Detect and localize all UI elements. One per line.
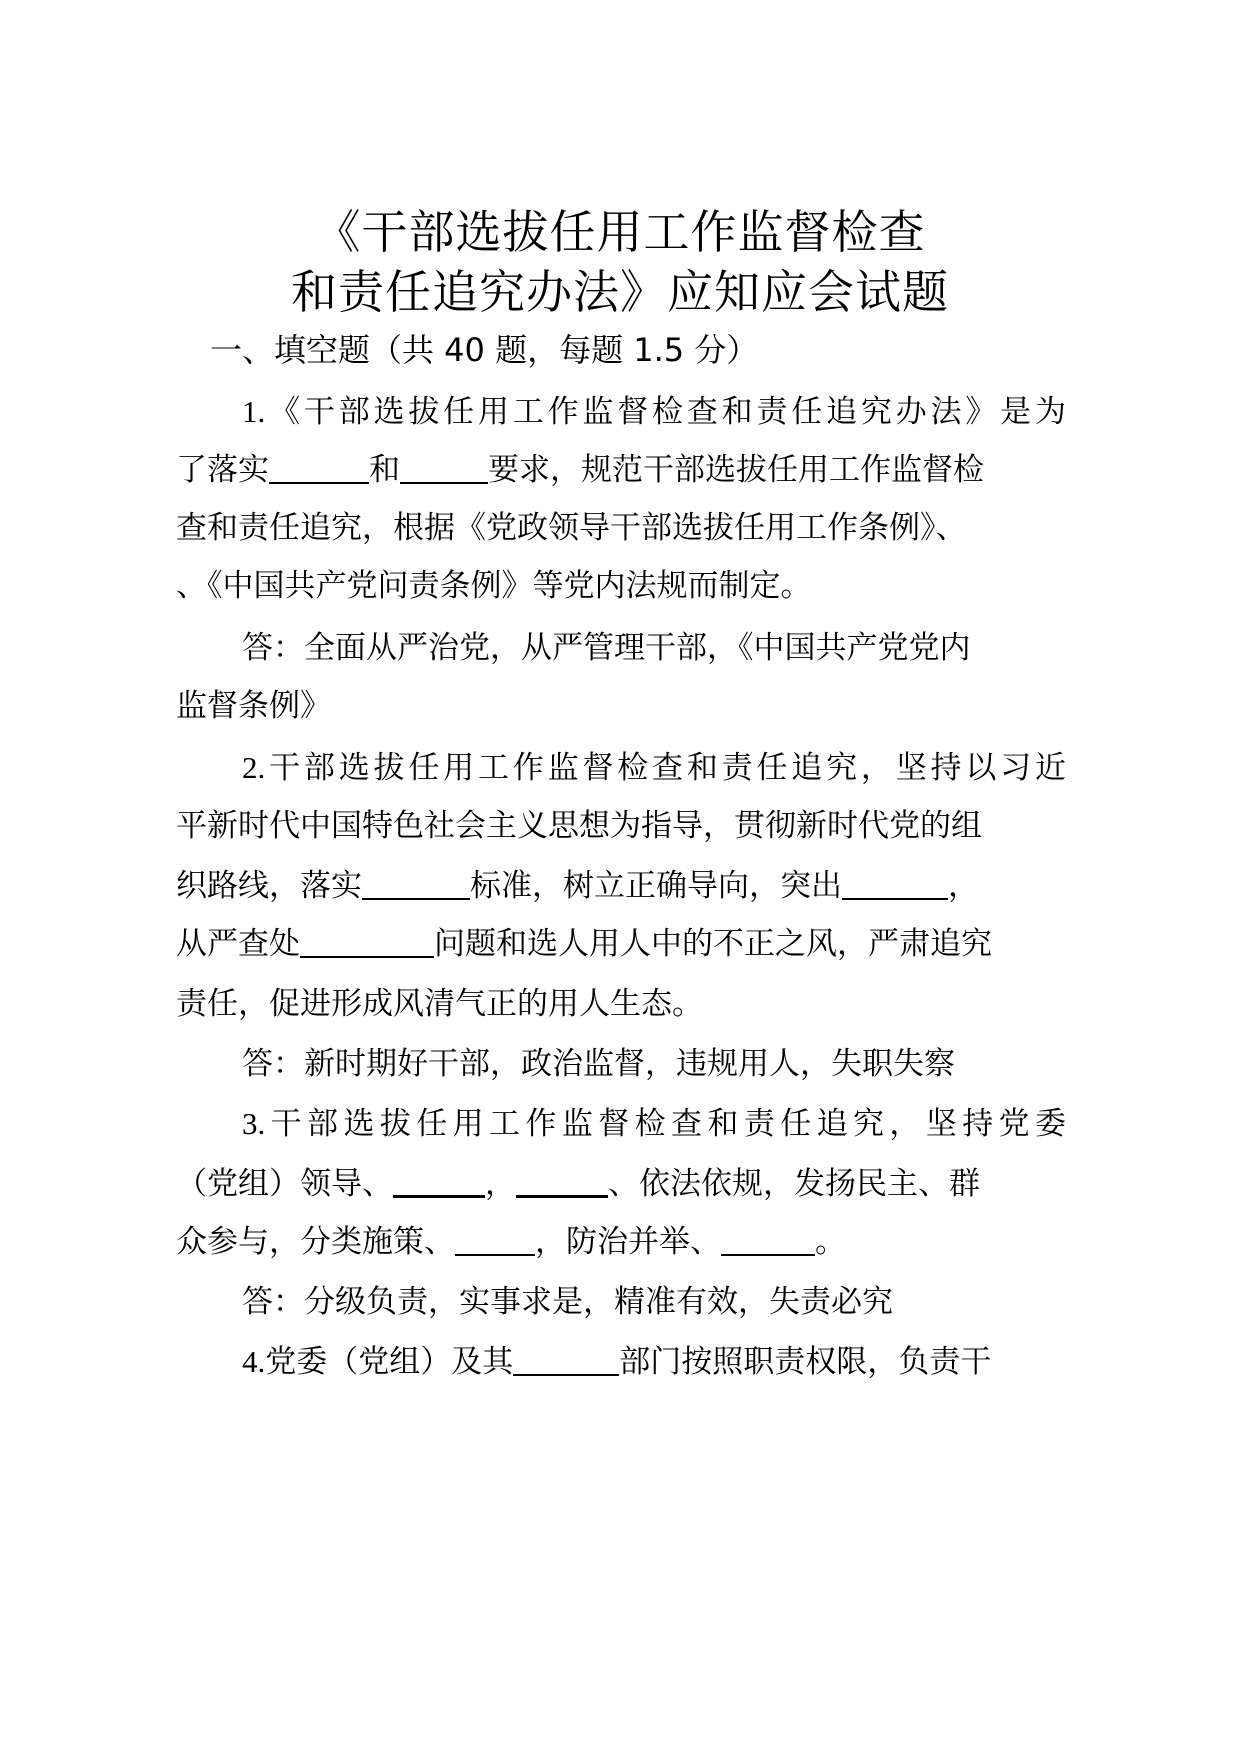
fill-blank [362, 868, 470, 900]
document-title-line-1: 《干部选拔任用工作监督检查 [314, 205, 926, 259]
q2-answer: 答：新时期好干部，政治监督，违规用人，失职失察 [242, 1046, 955, 1082]
q3-line-2: （党组）领导、 ， 、依法依规，发扬民主、群 [176, 1166, 980, 1202]
q2-line-1: 2.干部选拔任用工作监督检查和责任追究，坚持以习近 [242, 750, 1066, 786]
fill-blank [393, 1165, 485, 1198]
fill-blank [513, 1344, 619, 1376]
q2-line-2: 平新时代中国特色社会主义思想为指导，贯彻新时代党的组 [176, 808, 982, 844]
q1-number: 1. [242, 394, 266, 429]
q1-line-4: 、《中国共产党问责条例》等党内法规而制定。 [176, 568, 812, 604]
fill-blank [721, 1224, 815, 1256]
fill-blank [842, 868, 948, 900]
fill-blank [516, 1165, 608, 1198]
fill-blank [300, 926, 434, 958]
q2-line-5: 责任，促进形成风清气正的用人生态。 [176, 986, 703, 1022]
q3-number: 3. [242, 1106, 266, 1141]
section-heading: 一、填空题（共 40 题，每题 1.5 分） [210, 331, 759, 369]
q1-answer-line-2: 监督条例》 [176, 688, 331, 724]
q1-line-2: 了落实 和 要求，规范干部选拔任用工作监督检 [176, 452, 984, 488]
q3-line-1: 3.干部选拔任用工作监督检查和责任追究，坚持党委 [242, 1106, 1066, 1142]
q4-number: 4. [242, 1344, 266, 1379]
q1-line-3: 查和责任追究，根据《党政领导干部选拔任用工作条例》、 [176, 510, 967, 546]
fill-blank [455, 1224, 535, 1256]
q3-answer: 答：分级负责，实事求是，精准有效，失责必究 [242, 1284, 893, 1320]
q2-line-3: 织路线，落实 标准，树立正确导向，突出 ， [176, 868, 979, 904]
q4-line-1: 4.党委（党组）及其 部门按照职责权限，负责干 [242, 1344, 992, 1380]
document-title-line-2: 和责任追究办法》应知应会试题 [291, 265, 949, 319]
q1-answer-line-1: 答：全面从严治党，从严管理干部，《中国共产党党内 [242, 630, 971, 666]
q1-line-1: 1.《干部选拔任用工作监督检查和责任追究办法》是为 [242, 394, 1066, 430]
q2-number: 2. [242, 750, 266, 785]
q3-line-3: 众参与，分类施策、 ，防治并举、 。 [176, 1224, 846, 1260]
q2-line-4: 从严查处 问题和选人用人中的不正之风，严肃追究 [176, 926, 992, 962]
fill-blank [269, 452, 369, 484]
fill-blank [400, 452, 488, 484]
